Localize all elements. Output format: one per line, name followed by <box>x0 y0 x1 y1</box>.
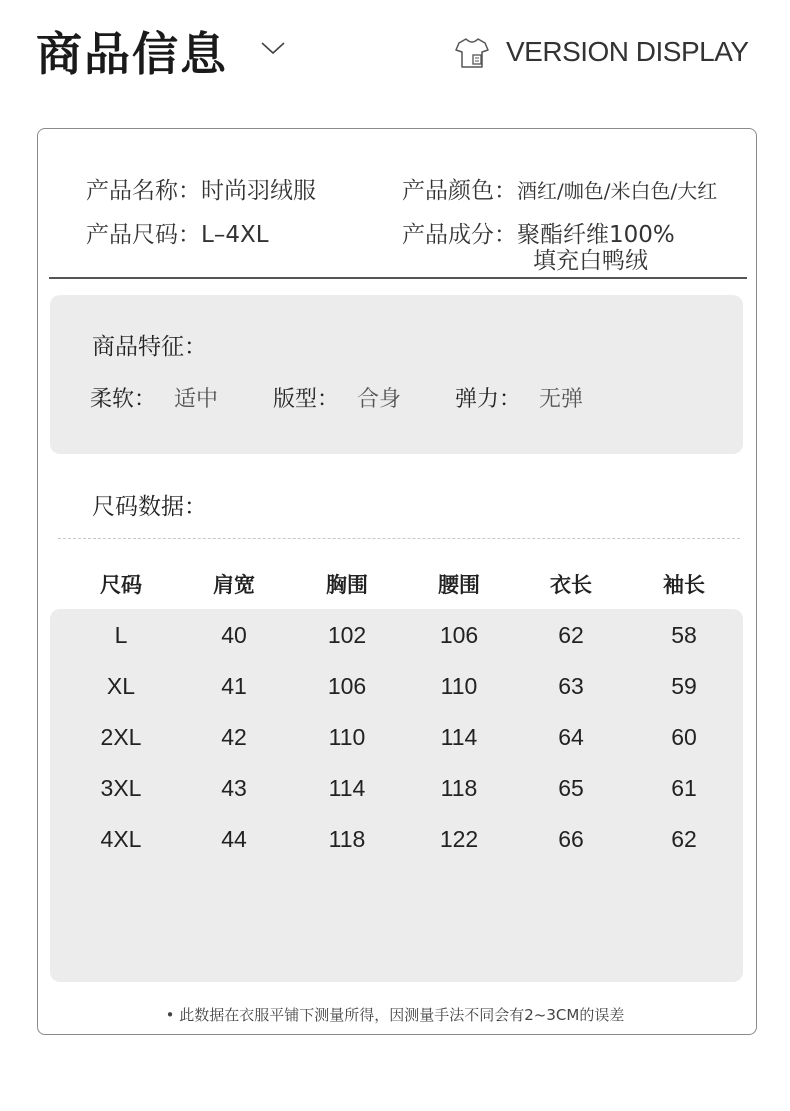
table-cell: 118 <box>440 775 478 801</box>
table-cell: 58 <box>671 622 697 648</box>
table-cell: 40 <box>221 622 247 648</box>
header-shoulder: 肩宽 <box>213 573 255 597</box>
feature-value: 合身 <box>357 387 402 412</box>
product-material-value-2: 填充白鸭绒 <box>533 248 648 274</box>
header-length: 衣长 <box>550 573 592 597</box>
features-title: 商品特征： <box>92 334 207 360</box>
table-cell: 102 <box>327 622 367 648</box>
table-cell: 66 <box>558 826 584 852</box>
feature-key: 版型： <box>273 387 340 412</box>
table-cell: 110 <box>328 724 366 750</box>
table-cell: L <box>114 622 128 648</box>
table-cell: 60 <box>671 724 697 750</box>
feature-elasticity <box>455 382 583 413</box>
product-size-row <box>86 216 269 249</box>
product-color-value: 酒红/咖色/米白色/大红 <box>517 179 718 203</box>
product-size-value: L–4XL <box>201 222 269 248</box>
feature-value: 适中 <box>174 387 219 412</box>
feature-key: 柔软： <box>90 387 157 412</box>
table-cell: 62 <box>558 622 584 648</box>
chevron-down-icon <box>260 40 286 56</box>
table-cell: 42 <box>221 724 247 750</box>
table-cell: 118 <box>328 826 366 852</box>
product-name-row <box>86 172 316 205</box>
version-display-label: VERSION DISPLAY <box>506 36 749 67</box>
table-cell: XL <box>106 673 136 699</box>
feature-value: 无弹 <box>539 387 584 412</box>
feature-key: 弹力： <box>455 387 522 412</box>
shirt-icon <box>454 36 490 70</box>
product-color-label: 产品颜色： <box>402 178 517 204</box>
table-cell: 59 <box>671 673 697 699</box>
product-material-value-1: 聚酯纤维100% <box>517 222 675 248</box>
feature-fit <box>273 382 401 413</box>
table-cell: 4XL <box>100 826 142 852</box>
header-waist: 腰围 <box>438 573 480 597</box>
measurement-note: • 此数据在衣服平铺下测量所得，因测量手法不同会有2~3CM的误差 <box>165 1006 625 1024</box>
product-name-label: 产品名称： <box>86 178 201 204</box>
dashed-divider <box>58 538 740 539</box>
table-cell: 106 <box>439 622 479 648</box>
table-cell: 43 <box>221 775 247 801</box>
features-panel <box>50 295 743 454</box>
table-cell: 110 <box>440 673 478 699</box>
product-material-label: 产品成分： <box>402 222 517 248</box>
table-cell: 122 <box>439 826 479 852</box>
table-cell: 3XL <box>100 775 142 801</box>
table-cell: 114 <box>328 775 366 801</box>
header-sleeve: 袖长 <box>663 573 705 597</box>
product-name-value: 时尚羽绒服 <box>201 178 316 204</box>
table-cell: 44 <box>221 826 247 852</box>
table-cell: 106 <box>327 673 367 699</box>
feature-softness <box>90 382 218 413</box>
size-data-title: 尺码数据： <box>92 494 207 520</box>
table-cell: 63 <box>558 673 584 699</box>
divider <box>49 277 747 279</box>
header-size: 尺码 <box>100 573 142 597</box>
table-cell: 64 <box>558 724 584 750</box>
table-cell: 62 <box>671 826 697 852</box>
table-cell: 41 <box>221 673 247 699</box>
product-color-row <box>402 172 717 205</box>
page-title: 商品信息 <box>36 27 228 81</box>
table-cell: 61 <box>671 775 697 801</box>
table-cell: 114 <box>440 724 478 750</box>
table-cell: 65 <box>558 775 584 801</box>
header-chest: 胸围 <box>326 573 368 597</box>
product-size-label: 产品尺码： <box>86 222 201 248</box>
table-cell: 2XL <box>100 724 142 750</box>
